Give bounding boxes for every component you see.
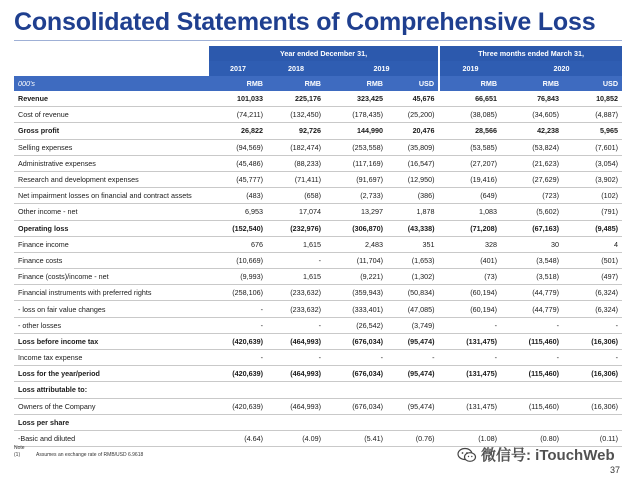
row-value: (0.76) [387,430,439,446]
row-value: (12,950) [387,171,439,187]
table-row [14,317,622,333]
row-label: Research and development expenses [14,171,209,187]
row-value: (91,697) [325,171,387,187]
row-value: 1,878 [387,204,439,220]
row-value: (464,993) [267,333,325,349]
row-value: (9,485) [563,220,622,236]
row-value: - [563,350,622,366]
row-value: (102) [563,188,622,204]
row-value [439,382,501,398]
row-value: (67,163) [501,220,563,236]
row-value: 6,953 [209,204,267,220]
row-value: (723) [501,188,563,204]
row-value: (44,779) [501,285,563,301]
row-label: - other losses [14,317,209,333]
table-row [14,366,622,382]
row-value: (306,870) [325,220,387,236]
row-value: (420,639) [209,398,267,414]
row-value: (50,834) [387,285,439,301]
row-value [325,382,387,398]
title-divider [14,40,622,41]
row-value: (1,653) [387,252,439,268]
row-value: (0.80) [501,430,563,446]
header-group-year-ended: Year ended December 31, [209,46,439,61]
row-value: 676 [209,236,267,252]
row-label: Selling expenses [14,139,209,155]
row-value: (233,632) [267,285,325,301]
header-currency: RMB [501,76,563,91]
row-value [563,382,622,398]
table-row [14,204,622,220]
table-row [14,171,622,187]
row-value: (182,474) [267,139,325,155]
row-value: (16,306) [563,398,622,414]
table-row [14,123,622,139]
row-label: - loss on fair value changes [14,301,209,317]
row-value: - [501,317,563,333]
header-currency: RMB [439,76,501,91]
row-label: Financial instruments with preferred rights [14,285,209,301]
table-row [14,220,622,236]
row-value: (0.11) [563,430,622,446]
header-currency: USD [563,76,622,91]
row-value: (258,106) [209,285,267,301]
row-value: (9,993) [209,269,267,285]
row-value: (401) [439,252,501,268]
table-row [14,252,622,268]
row-value: 17,074 [267,204,325,220]
table-row [14,382,622,398]
row-value [209,414,267,430]
row-value: 1,083 [439,204,501,220]
row-value: (26,542) [325,317,387,333]
row-value: (359,943) [325,285,387,301]
row-label: Cost of revenue [14,107,209,123]
row-value: 76,843 [501,91,563,107]
row-value: (60,194) [439,285,501,301]
row-value [267,382,325,398]
row-value: (232,976) [267,220,325,236]
row-label: Revenue [14,91,209,107]
table-row [14,350,622,366]
row-value: (464,993) [267,366,325,382]
row-value [209,382,267,398]
row-label: Loss before income tax [14,333,209,349]
row-value: (71,411) [267,171,325,187]
row-value: (47,085) [387,301,439,317]
row-label: Income tax expense [14,350,209,366]
row-value: (10,669) [209,252,267,268]
row-value [439,414,501,430]
row-label: Gross profit [14,123,209,139]
row-value: (483) [209,188,267,204]
row-label: Loss for the year/period [14,366,209,382]
row-value: (45,486) [209,155,267,171]
row-value: 2,483 [325,236,387,252]
row-value: (6,324) [563,301,622,317]
row-value: (73) [439,269,501,285]
row-value [563,414,622,430]
row-label: Loss attributable to: [14,382,209,398]
row-value: 328 [439,236,501,252]
row-value: (53,824) [501,139,563,155]
header-currency: RMB [267,76,325,91]
row-value: (1,302) [387,269,439,285]
header-year: 2018 [267,61,325,76]
row-value: 30 [501,236,563,252]
row-value: 66,651 [439,91,501,107]
row-value: - [209,350,267,366]
row-value: - [267,350,325,366]
row-value: (4,887) [563,107,622,123]
row-value: (676,034) [325,398,387,414]
row-value: (16,547) [387,155,439,171]
row-value: (95,474) [387,398,439,414]
row-value: (43,338) [387,220,439,236]
row-value: (4.64) [209,430,267,446]
row-value: (178,435) [325,107,387,123]
row-value: (6,324) [563,285,622,301]
page-title: Consolidated Statements of Comprehensive Loss [14,8,596,36]
row-value: (152,540) [209,220,267,236]
row-value: 42,238 [501,123,563,139]
row-value [387,414,439,430]
row-value: (38,085) [439,107,501,123]
row-value: (131,475) [439,333,501,349]
row-value [325,414,387,430]
row-value: (7,601) [563,139,622,155]
row-value: 4 [563,236,622,252]
table-row [14,269,622,285]
row-value: (27,629) [501,171,563,187]
row-value: 1,615 [267,236,325,252]
row-value: - [325,350,387,366]
row-label: Finance (costs)/income - net [14,269,209,285]
row-label: Owners of the Company [14,398,209,414]
header-year: 2017 [209,61,267,76]
row-value: (464,993) [267,398,325,414]
row-value: (95,474) [387,333,439,349]
row-value: (253,558) [325,139,387,155]
row-value: 45,676 [387,91,439,107]
row-value: (676,034) [325,333,387,349]
row-value: (25,200) [387,107,439,123]
row-value: (233,632) [267,301,325,317]
row-value: (649) [439,188,501,204]
row-value [387,382,439,398]
row-value: (3,902) [563,171,622,187]
row-value: 1,615 [267,269,325,285]
row-label: Finance costs [14,252,209,268]
row-value: 101,033 [209,91,267,107]
row-value: (16,306) [563,333,622,349]
row-value: (3,518) [501,269,563,285]
row-value: (95,474) [387,366,439,382]
row-value: - [209,301,267,317]
row-value: (19,416) [439,171,501,187]
row-value: (117,169) [325,155,387,171]
table-row [14,139,622,155]
row-value: (791) [563,204,622,220]
row-value: (115,460) [501,398,563,414]
row-value: (5,602) [501,204,563,220]
row-value: (420,639) [209,333,267,349]
row-value: (53,585) [439,139,501,155]
row-value: (131,475) [439,398,501,414]
row-value: (386) [387,188,439,204]
row-label: Loss per share [14,414,209,430]
footnote [14,445,143,459]
row-label: Administrative expenses [14,155,209,171]
row-value: (658) [267,188,325,204]
row-value: 225,176 [267,91,325,107]
watermark [457,444,615,465]
row-value: 323,425 [325,91,387,107]
row-value: 10,852 [563,91,622,107]
row-value: (9,221) [325,269,387,285]
header-currency: RMB [325,76,387,91]
footnote-heading: Note [14,445,25,451]
financial-table [14,46,622,447]
row-value: 92,726 [267,123,325,139]
row-value: (27,207) [439,155,501,171]
header-blank-cell [14,61,209,76]
table-row [14,155,622,171]
row-value [501,382,563,398]
row-value: (131,475) [439,366,501,382]
row-value: 20,476 [387,123,439,139]
row-value: (11,704) [325,252,387,268]
row-value: (2,733) [325,188,387,204]
row-value: 144,990 [325,123,387,139]
table-row [14,333,622,349]
row-value: (21,623) [501,155,563,171]
header-unit-label: 000's [14,76,209,91]
row-value: - [439,317,501,333]
row-value: - [563,317,622,333]
row-value [267,414,325,430]
row-value: - [209,317,267,333]
row-value: (676,034) [325,366,387,382]
row-value: (45,777) [209,171,267,187]
row-value: (497) [563,269,622,285]
row-value: (60,194) [439,301,501,317]
row-value: (115,460) [501,366,563,382]
table-row [14,301,622,317]
row-value: (34,605) [501,107,563,123]
footnote-text: Assumes an exchange rate of RMB/USD 6.9618 [36,452,144,458]
row-value: (44,779) [501,301,563,317]
footnote-number: (1) [14,452,21,458]
row-label: -Basic and diluted [14,430,209,446]
row-value: - [387,350,439,366]
row-value: (501) [563,252,622,268]
header-year: 2019 [325,61,439,76]
table-row [14,398,622,414]
table-row [14,285,622,301]
header-group-three-months: Three months ended March 31, [439,46,622,61]
row-value: (1.08) [439,430,501,446]
wechat-icon [457,447,477,463]
table-row [14,236,622,252]
table-row [14,107,622,123]
row-label: Finance income [14,236,209,252]
header-year: 2019 [439,61,501,76]
row-value: - [501,350,563,366]
row-value: 5,965 [563,123,622,139]
row-value: - [439,350,501,366]
row-value: (71,208) [439,220,501,236]
page-number: 37 [609,465,620,475]
row-value: (4.09) [267,430,325,446]
table-row [14,414,622,430]
row-value: (94,569) [209,139,267,155]
row-value: (88,233) [267,155,325,171]
table-row [14,91,622,107]
header-blank-cell [14,46,209,61]
row-value: 26,822 [209,123,267,139]
row-value: (115,460) [501,333,563,349]
row-value: (420,639) [209,366,267,382]
row-value: (132,450) [267,107,325,123]
row-value: (3,749) [387,317,439,333]
row-value [501,414,563,430]
header-year: 2020 [501,61,622,76]
row-value: (35,809) [387,139,439,155]
row-value: (5.41) [325,430,387,446]
row-value: (74,211) [209,107,267,123]
row-value: - [267,252,325,268]
row-value: (3,548) [501,252,563,268]
watermark-text: 微信号: iTouchWeb [481,447,615,464]
row-value: (3,054) [563,155,622,171]
row-value: 351 [387,236,439,252]
row-value: (333,401) [325,301,387,317]
row-label: Net impairment losses on financial and contract assets [14,188,209,204]
row-value: (16,306) [563,366,622,382]
table-row [14,188,622,204]
row-value: 13,297 [325,204,387,220]
row-value: 28,566 [439,123,501,139]
row-label: Operating loss [14,220,209,236]
row-label: Other income - net [14,204,209,220]
row-value: - [267,317,325,333]
header-currency: RMB [209,76,267,91]
header-currency: USD [387,76,439,91]
